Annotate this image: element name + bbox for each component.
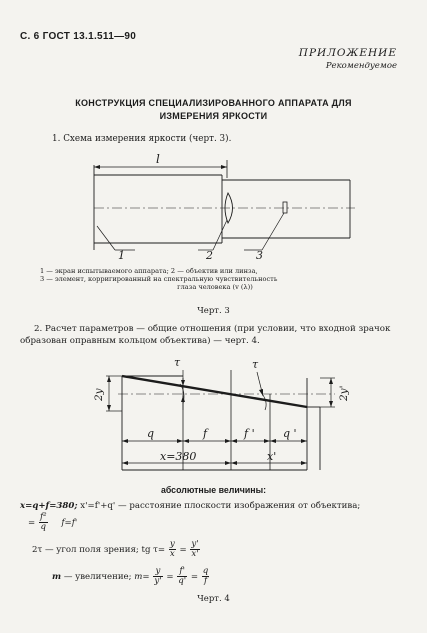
fraction-y-yp — [153, 567, 162, 586]
formula-m: m — [52, 572, 62, 582]
fraction-m3-denominator: f — [203, 576, 208, 586]
formula-x: x=q+f=380; — [20, 501, 78, 511]
fraction-m2-numerator: f' — [177, 567, 187, 577]
fig3-legend-line-2: 3 — элемент, корригированный на спектральную чувствительность — [40, 275, 278, 283]
fraction-f2-q — [39, 513, 48, 532]
fraction-f2-numerator: f² — [39, 512, 47, 522]
section-2-text: 2. Расчет параметров — общие отношения (при условии, что входной зрачок образован оправным кольцом объектива) — черт. 4. — [20, 324, 391, 346]
fig3-legend-line-3: глаза человека (v (λ)) — [177, 283, 253, 291]
formula-f-equals: f=f' — [61, 518, 78, 528]
fraction-m2-denominator: q' — [178, 576, 187, 586]
formula-x-prime: x'=f'+q' — расстояние плоскости изображения от объектива; — [80, 501, 361, 511]
fraction-y-numerator: y — [169, 539, 175, 549]
fig3-label-l: l — [156, 152, 160, 166]
fraction-y-denominator: x — [169, 549, 175, 559]
fig4-label-q: q — [147, 427, 155, 440]
formula-line-3 — [32, 540, 201, 559]
fraction-yp-xp — [190, 540, 199, 559]
fig3-caption: Черт. 3 — [197, 306, 230, 316]
fig4-label-x-prime: x' — [267, 450, 277, 463]
appendix-subtitle: Рекомендуемое — [325, 61, 397, 71]
fig3-number-3: 3 — [256, 249, 263, 262]
formulas-heading: абсолютные величины: — [160, 485, 267, 495]
fraction-m3-numerator: q — [202, 566, 209, 576]
fraction-f2-denominator: q — [40, 522, 47, 532]
fig4-label-2y-prime: 2y' — [338, 385, 350, 401]
fig4-label-f: f — [203, 427, 208, 440]
fig3-number-2: 2 — [206, 249, 213, 262]
fraction-fp-qp — [177, 567, 187, 586]
formula-m-text: — увеличение; — [63, 572, 132, 582]
fraction-y-x — [169, 540, 176, 559]
formula-line-4 — [52, 567, 210, 586]
appendix-title: ПРИЛОЖЕНИЕ — [298, 47, 397, 59]
formula-equals: = — [28, 518, 36, 528]
fig4-label-tau-left: τ — [174, 356, 181, 369]
fig4-label-2y: 2y — [93, 388, 105, 401]
fig4-label-tau-right: τ — [252, 358, 259, 371]
fig4-chief-ray — [122, 376, 307, 407]
fraction-m1-numerator: y — [153, 567, 162, 577]
fig4-caption: Черт. 4 — [197, 594, 230, 604]
fig3-legend-line-1: 1 — экран испытываемого аппарата; 2 — объектив или линза, — [40, 267, 258, 275]
page-header: С. 6 ГОСТ 13.1.511—90 — [20, 31, 137, 42]
formula-line-2 — [28, 513, 77, 532]
fraction-m1-denominator: y' — [154, 576, 162, 586]
formula-m-equals: m= — [134, 572, 150, 582]
title-line-2: ИЗМЕРЕНИЯ ЯРКОСТИ — [159, 111, 268, 121]
formula-equals-4: = — [190, 572, 199, 582]
formula-tau: 2τ — угол поля зрения; tg τ= — [32, 545, 166, 555]
fig4-label-q-prime: q ' — [283, 427, 297, 440]
fig4-label-x: x=380 — [160, 450, 197, 463]
fraction-yp-denominator: x' — [191, 549, 199, 559]
formula-equals-2: = — [179, 545, 187, 555]
section-1-text: 1. Схема измерения яркости (черт. 3). — [52, 134, 232, 144]
title-line-1: КОНСТРУКЦИЯ СПЕЦИАЛИЗИРОВАННОГО АППАРАТА ДЛЯ — [75, 98, 352, 108]
fig3-number-1: 1 — [118, 249, 125, 262]
formula-line-1 — [20, 501, 360, 511]
fraction-yp-numerator: y' — [191, 539, 199, 549]
fraction-q-f — [202, 567, 210, 586]
fig4-label-f-prime: f ' — [244, 427, 255, 440]
formula-equals-3: = — [166, 572, 174, 582]
